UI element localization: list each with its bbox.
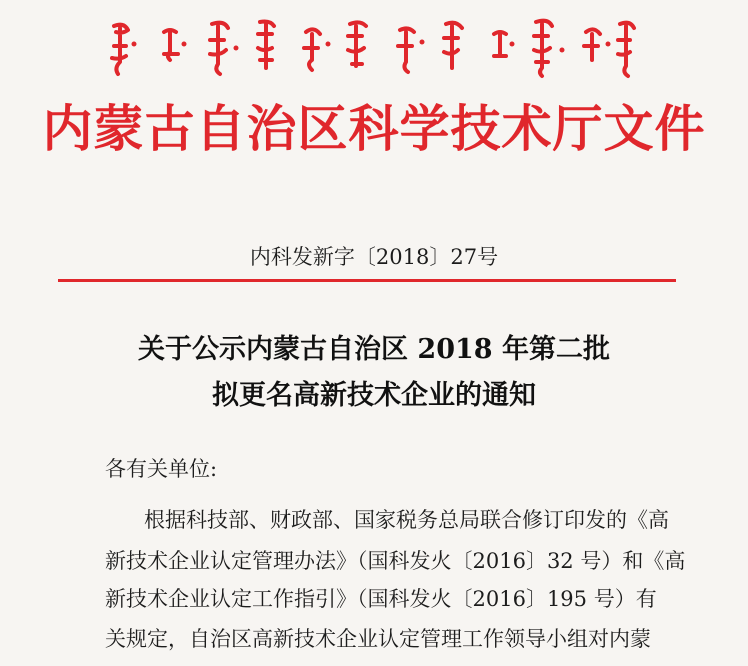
body-line-1: 根据科技部、财政部、国家税务总局联合修订印发的《高 [144, 508, 669, 532]
salutation: 各有关单位: [105, 457, 218, 481]
body-line-2: 新技术企业认定管理办法》（国科发火〔2016〕32 号）和《高 [105, 549, 686, 573]
body-line-3: 新技术企业认定工作指引》（国科发火〔2016〕195 号）有 [105, 587, 657, 611]
document-number: 内科发新字〔2018〕27号 [249, 245, 499, 269]
red-divider-line [58, 279, 676, 282]
notice-title-line-1: 关于公示内蒙古自治区 2018 年第二批 [138, 334, 610, 365]
mongolian-script-graphic [100, 14, 640, 80]
issuing-authority-title: 内蒙古自治区科学技术厅文件 [42, 99, 706, 158]
body-line-4: 关规定，自治区高新技术企业认定管理工作领导小组对内蒙 [105, 627, 651, 651]
mongolian-script-heading [100, 14, 640, 80]
notice-title-line-2: 拟更名高新技术企业的通知 [212, 380, 536, 411]
